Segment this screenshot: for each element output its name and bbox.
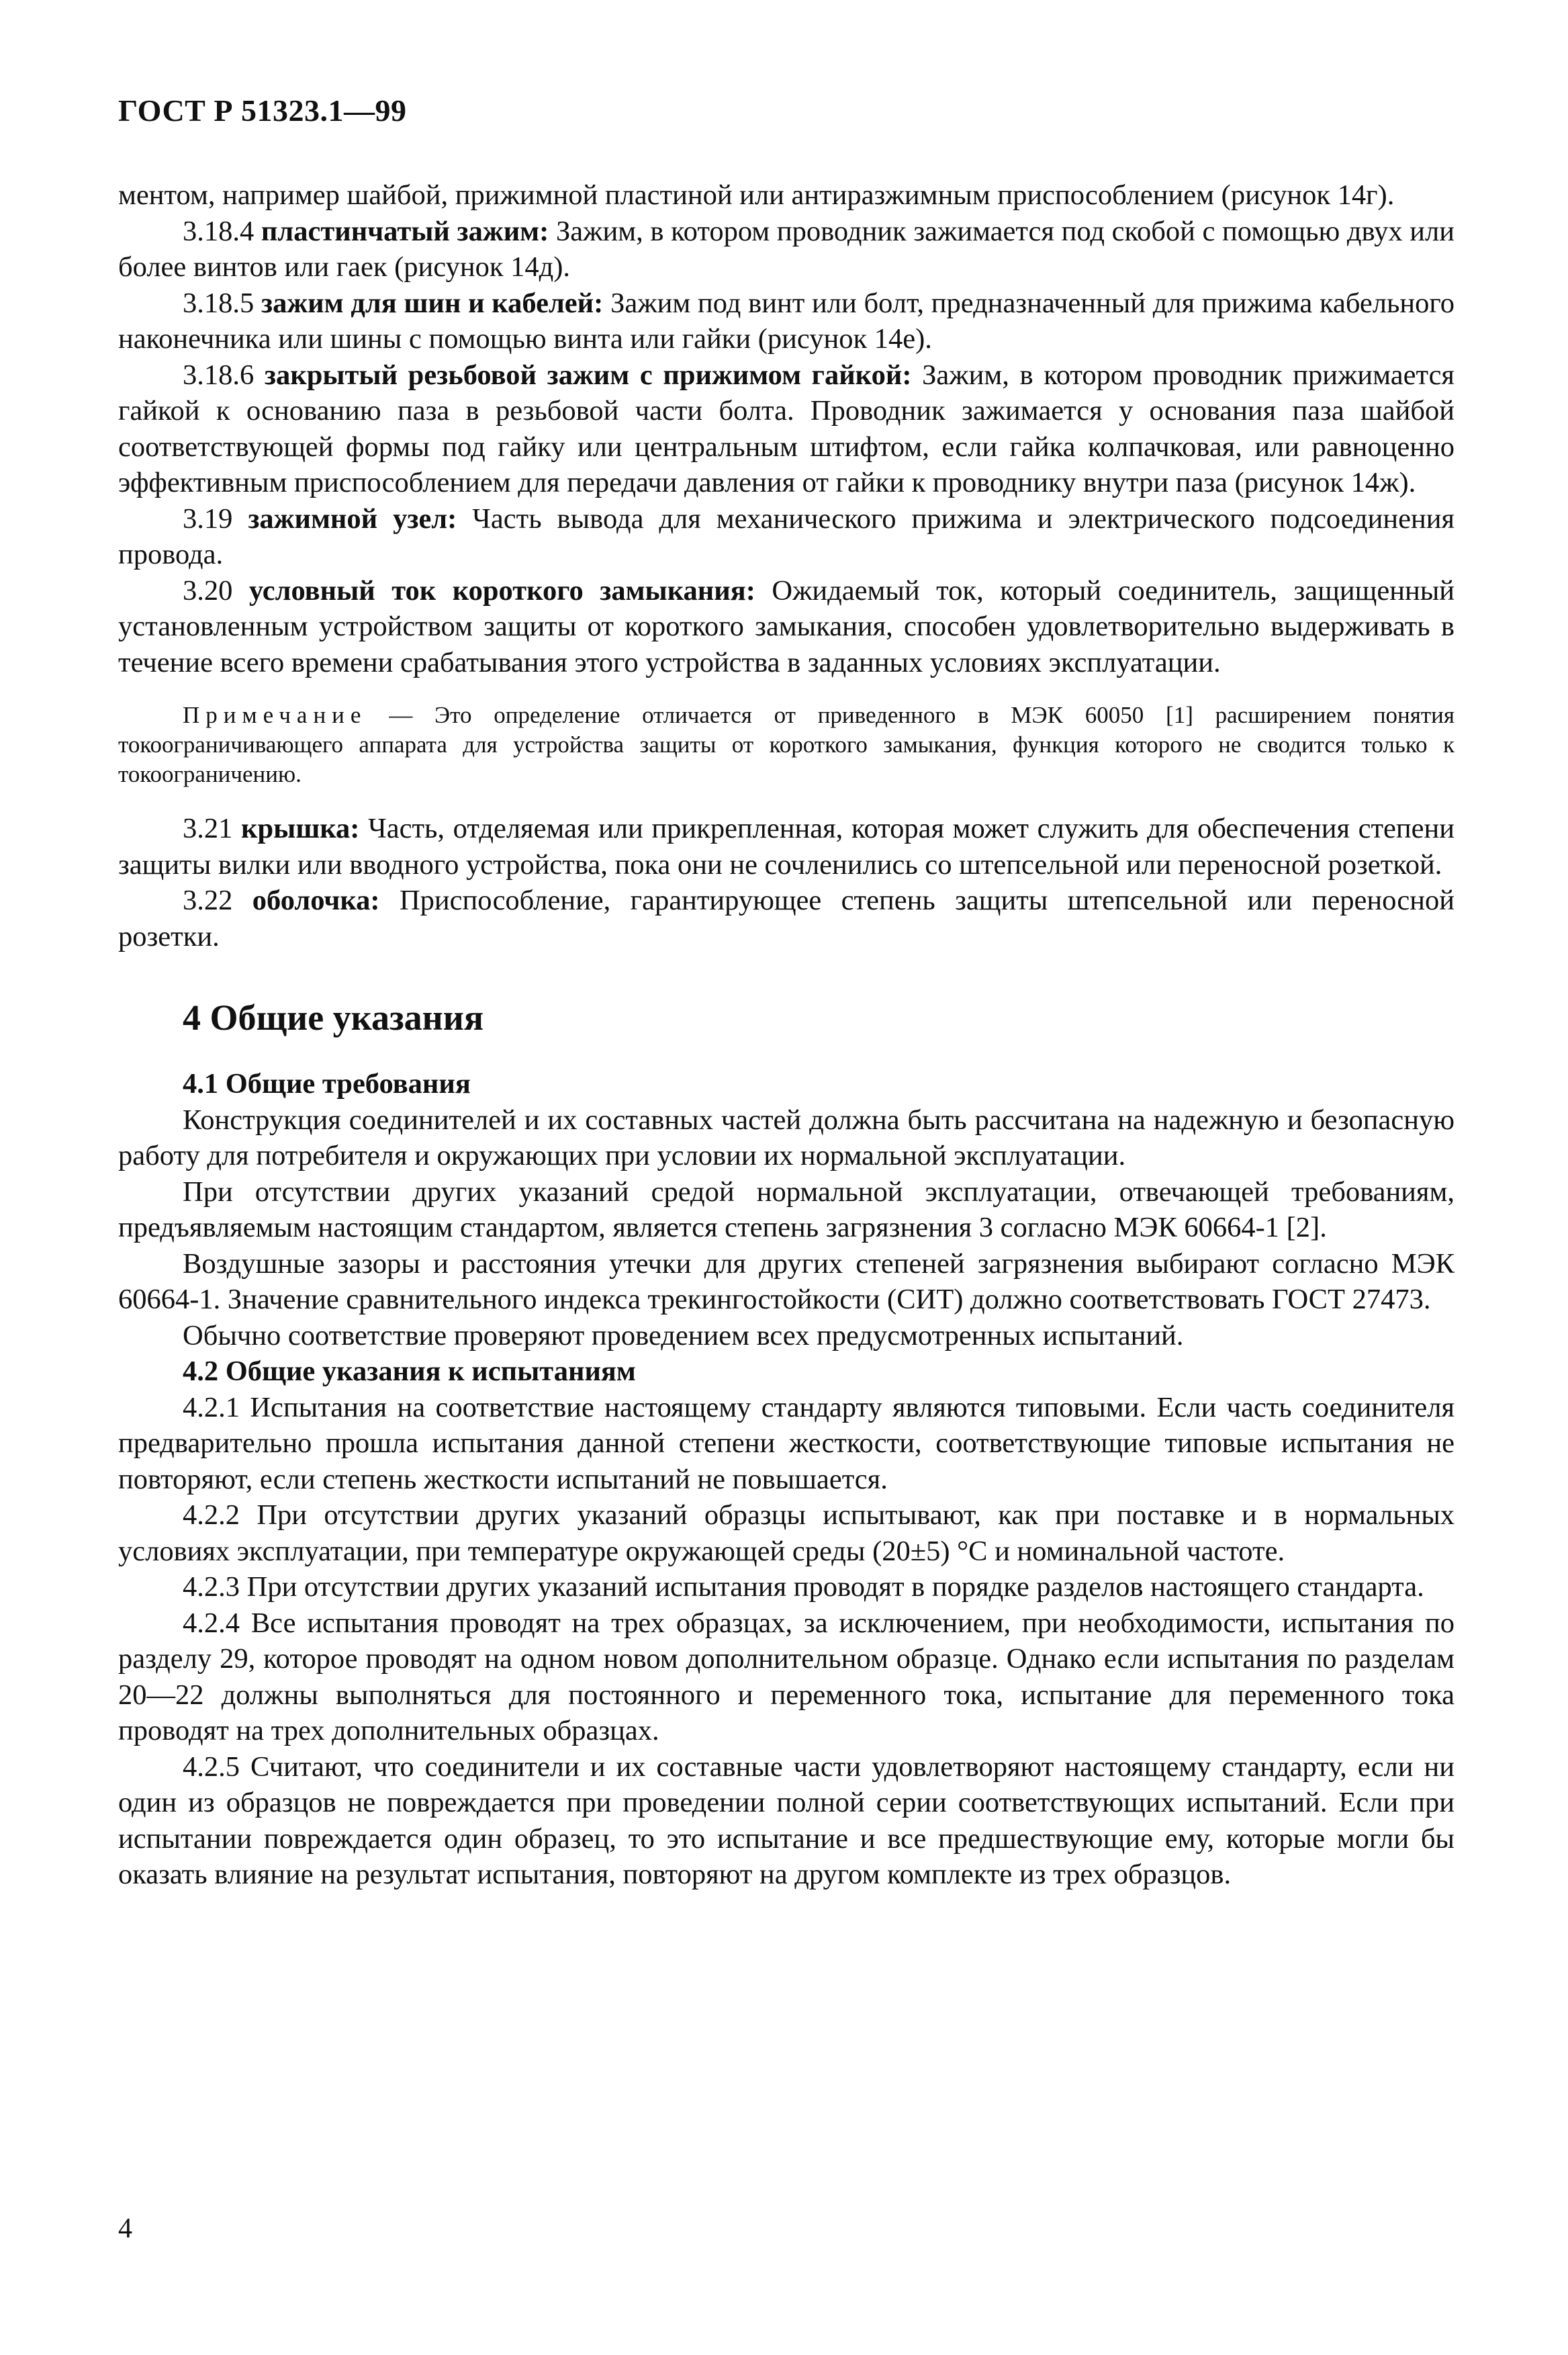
note [118, 701, 1455, 789]
clause-3-19 [118, 501, 1455, 573]
clause-text: Часть вывода для механического прижима и электрического подсоединения провода. [118, 502, 1455, 570]
clause-3-21 [118, 811, 1455, 883]
clause-3-20 [118, 573, 1455, 681]
clause-number: 3.18.5 [183, 287, 255, 319]
clause-term: зажимной узел: [248, 502, 457, 535]
clause-text: Часть, отделяемая или прикрепленная, которая может служить для обеспечения степени защиты вилки или вводного устройства, пока они не сочленились со штепсельной или переносной розеткой. [118, 813, 1455, 881]
document-header: ГОСТ Р 51323.1—99 [118, 93, 407, 128]
clause-3-18-4 [118, 214, 1455, 285]
clause-number: 3.21 [183, 813, 233, 844]
clause-number: 3.22 [183, 885, 233, 916]
clause-3-18-6 [118, 357, 1455, 501]
subsection-heading: 4.2 Общие указания к испытаниям [183, 1356, 636, 1387]
document-body [118, 177, 1455, 1893]
paragraph: 4.2.5 Считают, что соединители и их составные части удовлетворяют настоящему стандарту, если ни один из образцов не повреждается при проведении полной серии соответствующих испытаний. Если при испытании повреждается один образец, то это испытание и все предшествующие ему, которые могли бы оказать влияние на результат испытания, повторяют на другом комплекте из трех образцов. [118, 1750, 1455, 1890]
paragraph: Конструкция соединителей и их составных частей должна быть рассчитана на надежную и безопасную работу для потребителя и окружающих при условии их нормальной эксплуатации. [118, 1104, 1455, 1171]
clause-term: условный ток короткого замыкания: [248, 574, 755, 607]
paragraph: Обычно соответствие проверяют проведением всех предусмотренных испытаний. [183, 1319, 1184, 1351]
clause-number: 3.18.6 [183, 359, 255, 391]
subsection-heading: 4.1 Общие требования [183, 1068, 471, 1100]
paragraph: При отсутствии других указаний средой нормальной эксплуатации, отвечающей требованиям, предъявляемым настоящим стандартом, является степень загрязнения 3 согласно МЭК 60664-1 [2]. [118, 1175, 1455, 1243]
paragraph-continuation: ментом, например шайбой, прижимной пластиной или антиразжимным приспособлением (рисунок 14г). [118, 179, 1395, 211]
clause-3-22 [118, 883, 1455, 954]
clause-3-18-5 [118, 285, 1455, 357]
clause-text: Зажим под винт или болт, предназначенный для прижима кабельного наконечника или шины с помощью винта или гайки (рисунок 14е). [118, 287, 1455, 355]
clause-text: Ожидаемый ток, который соединитель, защищенный установленным устройством защиты от короткого замыкания, способен удовлетворительно выдерживать в течение всего времени срабатывания этого устройства в заданных условиях эксплуатации. [118, 574, 1455, 678]
paragraph: Воздушные зазоры и расстояния утечки для других степеней загрязнения выбирают согласно МЭК 60664-1. Значение сравнительного индекса трекингостойкости (СИТ) должно соответствовать ГОСТ 27473. [118, 1247, 1455, 1315]
clause-term: оболочка: [252, 885, 380, 916]
clause-term: пластинчатый зажим: [261, 215, 549, 247]
paragraph: 4.2.4 Все испытания проводят на трех образцах, за исключением, при необходимости, испытания по разделу 29, которое проводят на одном новом дополнительном образце. Однако если испытания по разделам 20—22 должны выполняться для постоянного и переменного тока, испытание для переменного тока проводят на трех дополнительных образцах. [118, 1607, 1455, 1746]
note-text: — Это определение отличается от приведенного в МЭК 60050 [1] расширением понятия токоограничивающего аппарата для устройства защиты от короткого замыкания, функция которого не сводится только к токоограничению. [118, 702, 1455, 787]
paragraph: 4.2.1 Испытания на соответствие настоящему стандарту являются типовыми. Если часть соединителя предварительно прошла испытания данной степени жесткости, соответствующие типовые испытания не повторяют, если степень жесткости испытаний не повышается. [118, 1391, 1455, 1495]
clause-text: Зажим, в котором проводник прижимается гайкой к основанию паза в резьбовой части болта. Проводник зажимается у основания паза шайбой соответствующей формы под гайку или центральным штифтом, если гайка колпачковая, или равноценно эффективным приспособлением для передачи давления от гайки к проводнику внутри паза (рисунок 14ж). [118, 359, 1455, 498]
clause-text: Зажим, в котором проводник зажимается под скобой с помощью двух или более винтов или гаек (рисунок 14д). [118, 215, 1455, 283]
note-label: Примечание [183, 702, 367, 728]
clause-term: закрытый резьбовой зажим с прижимом гайкой: [264, 359, 912, 391]
clause-number: 3.19 [183, 502, 233, 535]
clause-number: 3.18.4 [183, 215, 255, 247]
section-heading: 4 Общие указания [183, 997, 484, 1038]
clause-text: Приспособление, гарантирующее степень защиты штепсельной или переносной розетки. [118, 885, 1455, 952]
paragraph: 4.2.2 При отсутствии других указаний образцы испытывают, как при поставке и в нормальных условиях эксплуатации, при температуре окружающей среды (20±5) °С и номинальной частоте. [118, 1499, 1455, 1567]
clause-number: 3.20 [183, 574, 233, 607]
page-number: 4 [118, 2213, 132, 2244]
paragraph: 4.2.3 При отсутствии других указаний испытания проводят в порядке разделов настоящего стандарта. [183, 1571, 1424, 1603]
clause-term: зажим для шин и кабелей: [261, 287, 604, 319]
clause-term: крышка: [241, 813, 360, 844]
